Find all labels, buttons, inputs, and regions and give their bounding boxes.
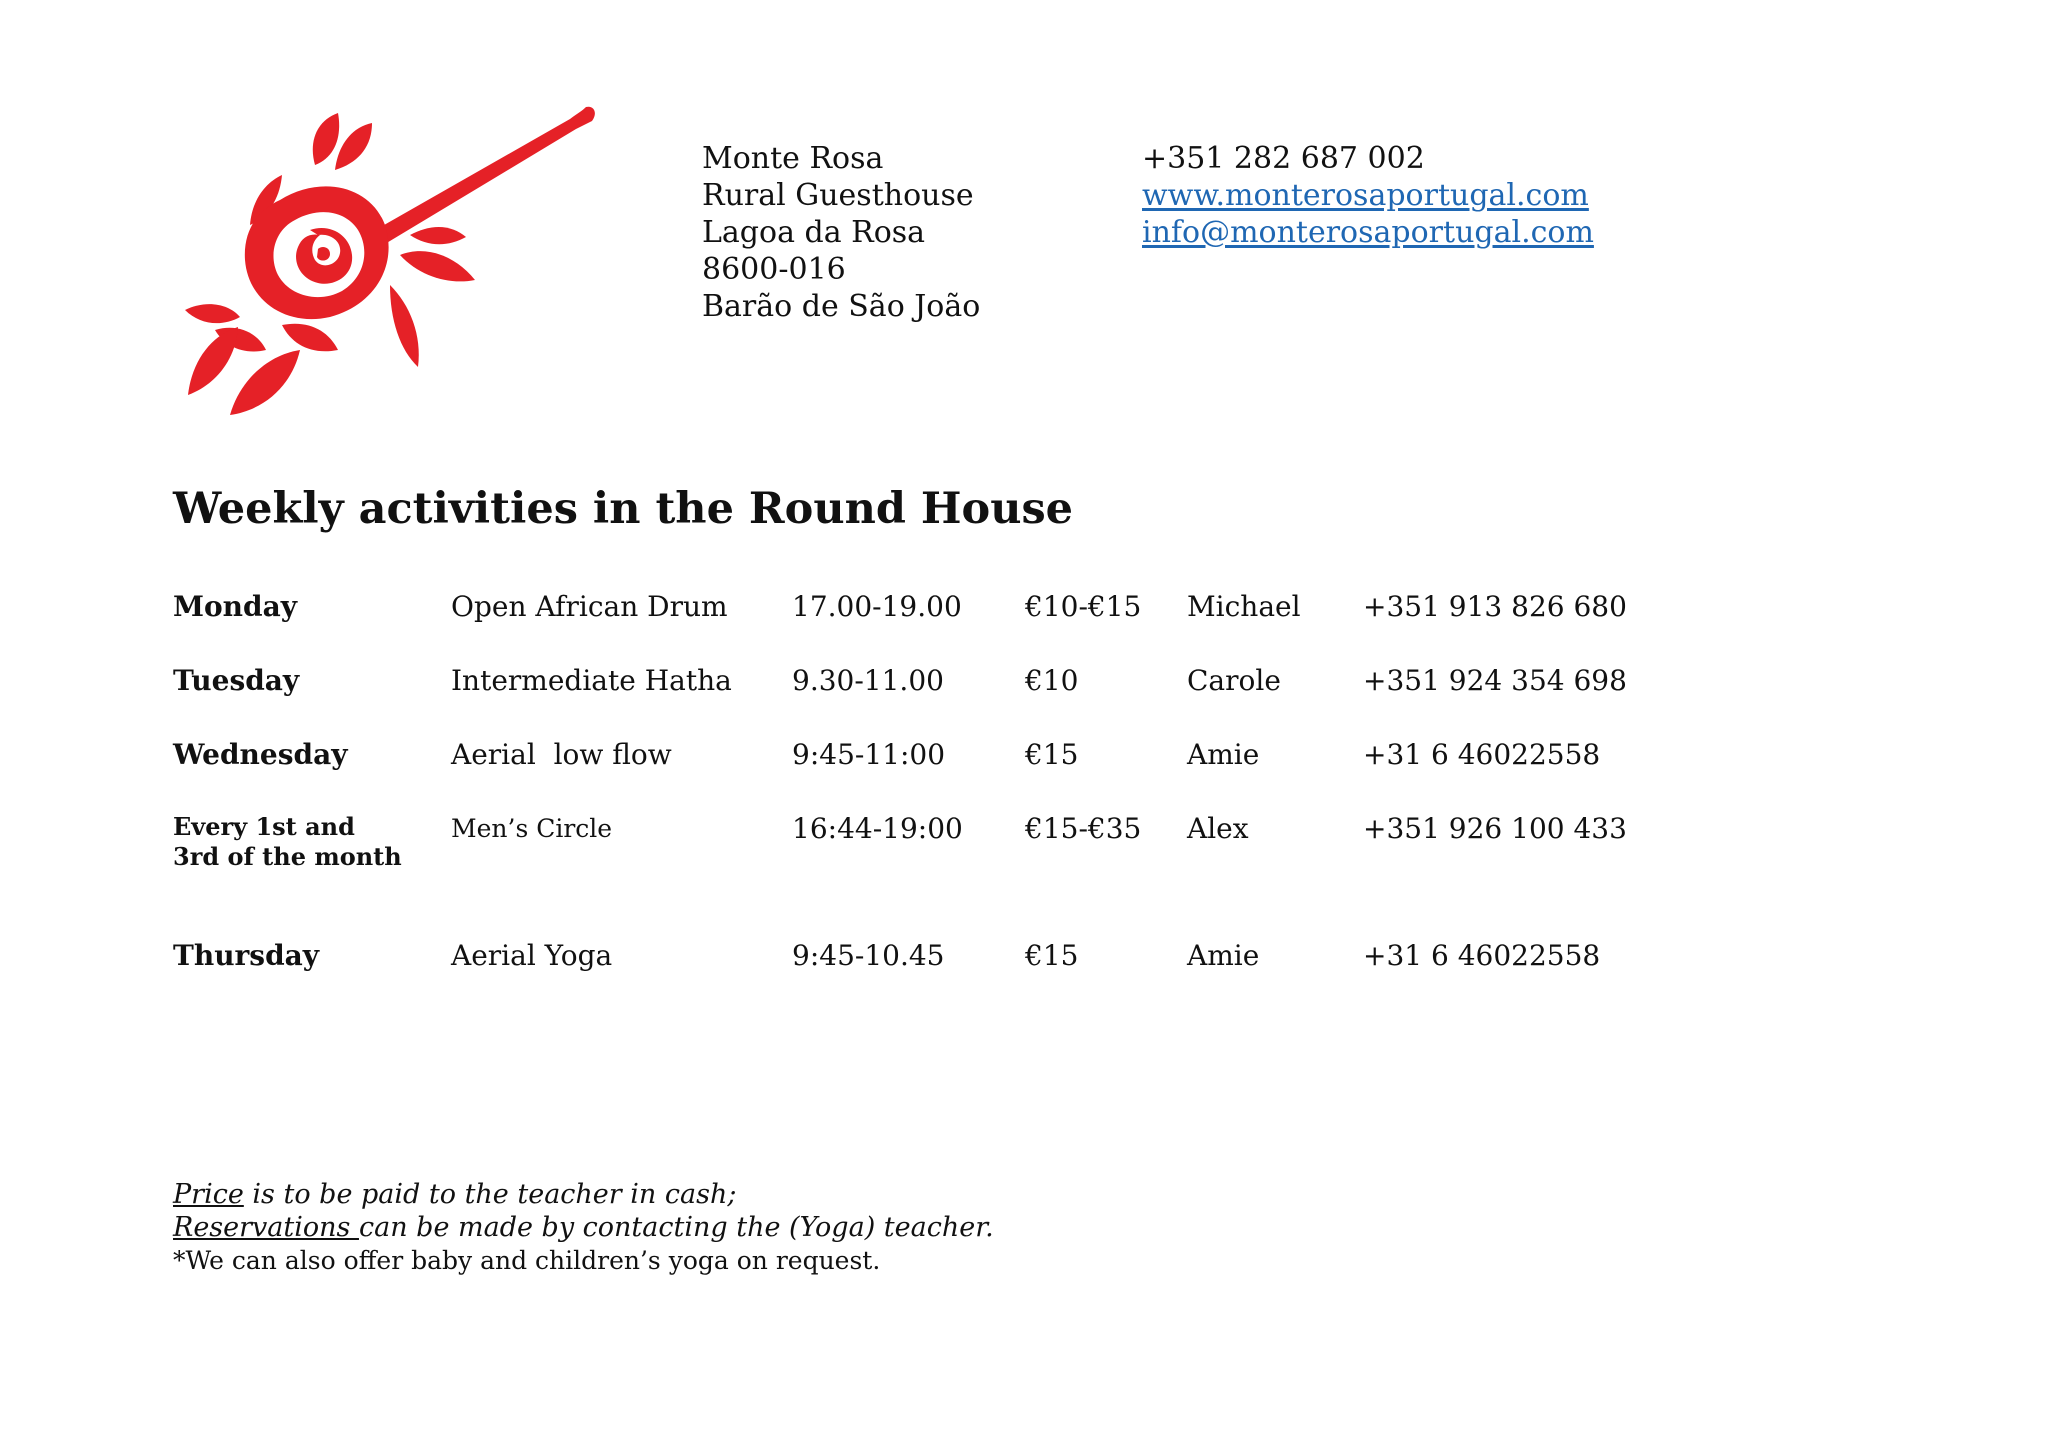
row-day	[173, 812, 402, 872]
row-phone: +31 6 46022558	[1363, 939, 1601, 972]
reservations-note-label: Reservations	[173, 1212, 359, 1243]
contact-block	[1142, 140, 1594, 251]
row-day: Tuesday	[173, 664, 300, 697]
website-link[interactable]: www.monterosaportugal.com	[1142, 178, 1589, 213]
schedule-row	[0, 664, 2048, 704]
row-time: 17.00-19.00	[792, 590, 962, 623]
extra-note: *We can also offer baby and children’s yoga on request.	[173, 1246, 881, 1275]
row-activity: Aerial low flow	[451, 738, 672, 771]
page-title: Weekly activities in the Round House	[173, 484, 1074, 534]
row-phone: +31 6 46022558	[1363, 738, 1601, 771]
row-price: €15	[1025, 738, 1079, 771]
address-locality: Lagoa da Rosa	[702, 215, 926, 250]
schedule-row	[0, 939, 2048, 979]
row-teacher: Amie	[1187, 738, 1260, 771]
row-day: Monday	[173, 590, 298, 623]
price-note-text: is to be paid to the teacher in cash;	[243, 1179, 737, 1210]
row-day-line2: 3rd of the month	[173, 842, 402, 871]
schedule-row	[0, 812, 2048, 882]
row-phone: +351 926 100 433	[1363, 812, 1627, 845]
row-teacher: Carole	[1187, 664, 1281, 697]
address-name: Monte Rosa	[702, 141, 884, 176]
email-link[interactable]: info@monterosaportugal.com	[1142, 215, 1594, 250]
contact-phone: +351 282 687 002	[1142, 141, 1425, 176]
row-price: €10-€15	[1025, 590, 1142, 623]
row-phone: +351 913 826 680	[1363, 590, 1627, 623]
row-teacher: Alex	[1187, 812, 1249, 845]
notes-block	[173, 1178, 994, 1277]
row-activity: Aerial Yoga	[451, 939, 613, 972]
row-teacher: Amie	[1187, 939, 1260, 972]
row-time: 16:44-19:00	[792, 812, 963, 845]
rose-logo	[170, 105, 600, 425]
row-time: 9:45-10.45	[792, 939, 945, 972]
row-teacher: Michael	[1187, 590, 1301, 623]
row-time: 9:45-11:00	[792, 738, 946, 771]
row-activity: Intermediate Hatha	[451, 664, 732, 697]
address-block	[702, 140, 980, 325]
row-price: €10	[1025, 664, 1079, 697]
row-price: €15	[1025, 939, 1079, 972]
address-type: Rural Guesthouse	[702, 178, 974, 213]
row-activity: Men’s Circle	[451, 814, 613, 843]
row-day-line1: Every 1st and	[173, 812, 355, 841]
price-note	[173, 1178, 994, 1211]
reservations-note-text: can be made by contacting the (Yoga) teacher.	[358, 1212, 994, 1243]
price-note-label: Price	[173, 1179, 244, 1210]
rose-icon	[170, 105, 600, 425]
row-price: €15-€35	[1025, 812, 1142, 845]
row-day: Thursday	[173, 939, 320, 972]
row-time: 9.30-11.00	[792, 664, 944, 697]
address-town: Barão de São João	[702, 289, 981, 324]
row-day: Wednesday	[173, 738, 348, 771]
schedule-row	[0, 738, 2048, 778]
schedule-row	[0, 590, 2048, 630]
row-activity: Open African Drum	[451, 590, 728, 623]
row-phone: +351 924 354 698	[1363, 664, 1627, 697]
reservations-note	[173, 1211, 994, 1244]
address-postcode: 8600-016	[702, 252, 846, 287]
